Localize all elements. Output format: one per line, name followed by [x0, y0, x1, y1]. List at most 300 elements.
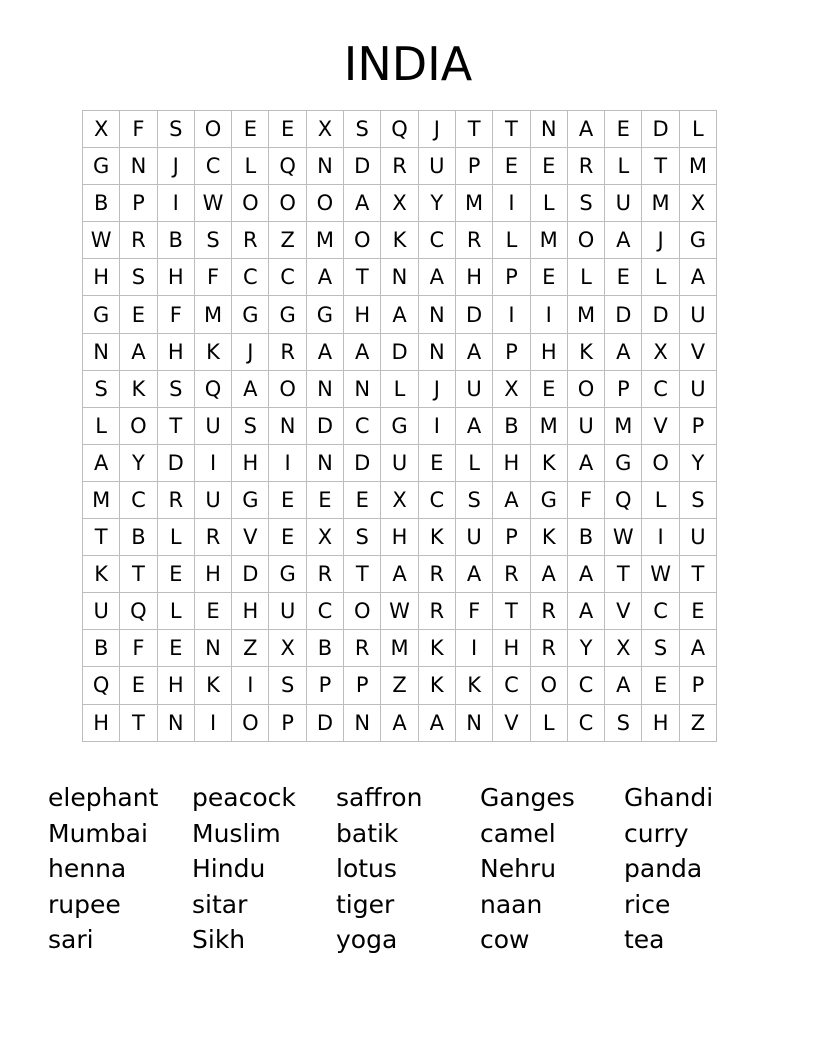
grid-cell: E	[530, 148, 567, 185]
word-list-item: saffron	[336, 783, 423, 812]
grid-cell: O	[530, 667, 567, 704]
word-list-item: sitar	[192, 889, 248, 919]
grid-row	[83, 481, 717, 518]
grid-cell: M	[605, 407, 642, 444]
grid-row	[83, 704, 717, 741]
grid-cell: Q	[194, 370, 231, 407]
grid-cell: O	[567, 222, 604, 259]
grid-cell: O	[120, 407, 157, 444]
grid-cell: C	[269, 259, 306, 296]
grid-cell: S	[642, 630, 679, 667]
grid-cell: L	[679, 111, 716, 148]
grid-cell: H	[232, 444, 269, 481]
word-list-item: tea	[624, 925, 665, 954]
grid-cell: L	[605, 148, 642, 185]
grid-cell: K	[418, 667, 455, 704]
grid-cell: E	[120, 296, 157, 333]
grid-cell: C	[567, 667, 604, 704]
grid-row	[83, 519, 717, 556]
grid-cell: S	[194, 222, 231, 259]
grid-cell: C	[418, 222, 455, 259]
grid-cell: S	[605, 704, 642, 741]
grid-cell: B	[306, 630, 343, 667]
grid-cell: J	[418, 370, 455, 407]
grid-cell: H	[83, 704, 120, 741]
word-list-item: Mumbai	[48, 818, 148, 848]
grid-cell: I	[493, 296, 530, 333]
grid-cell: V	[232, 519, 269, 556]
word-list-item: Nehru	[480, 854, 557, 883]
grid-cell: O	[232, 704, 269, 741]
grid-cell: Q	[381, 111, 418, 148]
grid-cell: L	[455, 444, 492, 481]
grid-cell: G	[605, 444, 642, 481]
grid-cell: R	[120, 222, 157, 259]
grid-cell: B	[493, 407, 530, 444]
grid-cell: B	[83, 630, 120, 667]
grid-cell: A	[455, 556, 492, 593]
grid-cell: O	[344, 593, 381, 630]
grid-cell: H	[381, 519, 418, 556]
grid-row	[83, 444, 717, 481]
grid-cell: F	[120, 111, 157, 148]
grid-cell: P	[344, 667, 381, 704]
grid-cell: N	[306, 370, 343, 407]
grid-row	[83, 148, 717, 185]
grid-cell: N	[269, 407, 306, 444]
grid-cell: H	[493, 444, 530, 481]
grid-cell: Y	[120, 444, 157, 481]
grid-cell: D	[232, 556, 269, 593]
grid-cell: L	[530, 704, 567, 741]
grid-cell: O	[194, 111, 231, 148]
grid-cell: E	[530, 259, 567, 296]
grid-cell: R	[194, 519, 231, 556]
grid-cell: K	[120, 370, 157, 407]
grid-cell: E	[120, 667, 157, 704]
grid-cell: V	[605, 593, 642, 630]
grid-cell: W	[194, 185, 231, 222]
grid-cell: A	[306, 259, 343, 296]
grid-cell: N	[344, 370, 381, 407]
word-list-item: elephant	[48, 783, 159, 812]
grid-cell: R	[455, 222, 492, 259]
grid-cell: T	[493, 593, 530, 630]
grid-cell: L	[642, 481, 679, 518]
grid-cell: L	[381, 370, 418, 407]
grid-cell: C	[194, 148, 231, 185]
grid-cell: T	[455, 111, 492, 148]
grid-cell: I	[194, 444, 231, 481]
grid-cell: C	[567, 704, 604, 741]
grid-cell: U	[455, 519, 492, 556]
grid-row	[83, 407, 717, 444]
grid-cell: O	[567, 370, 604, 407]
grid-cell: N	[306, 148, 343, 185]
grid-cell: U	[83, 593, 120, 630]
grid-cell: X	[679, 185, 716, 222]
grid-cell: U	[418, 148, 455, 185]
grid-cell: N	[120, 148, 157, 185]
grid-cell: K	[530, 519, 567, 556]
grid-cell: C	[306, 593, 343, 630]
grid-cell: N	[157, 704, 194, 741]
grid-cell: I	[455, 630, 492, 667]
grid-cell: R	[381, 148, 418, 185]
grid-cell: E	[157, 556, 194, 593]
grid-cell: C	[642, 370, 679, 407]
grid-cell: D	[306, 704, 343, 741]
grid-cell: G	[83, 148, 120, 185]
word-list-item: camel	[480, 818, 556, 848]
grid-cell: N	[455, 704, 492, 741]
grid-cell: O	[232, 185, 269, 222]
grid-cell: G	[232, 296, 269, 333]
word-list-item: rupee	[48, 889, 121, 919]
grid-cell: P	[605, 370, 642, 407]
grid-cell: D	[455, 296, 492, 333]
grid-cell: A	[232, 370, 269, 407]
grid-cell: E	[605, 259, 642, 296]
grid-cell: S	[232, 407, 269, 444]
grid-cell: L	[642, 259, 679, 296]
grid-cell: B	[120, 519, 157, 556]
grid-row	[83, 296, 717, 333]
grid-cell: G	[269, 556, 306, 593]
grid-cell: T	[679, 556, 716, 593]
grid-cell: M	[530, 407, 567, 444]
grid-cell: I	[493, 185, 530, 222]
grid-cell: B	[157, 222, 194, 259]
grid-cell: R	[157, 481, 194, 518]
grid-cell: S	[120, 259, 157, 296]
grid-cell: U	[381, 444, 418, 481]
grid-cell: R	[418, 593, 455, 630]
grid-cell: F	[120, 630, 157, 667]
grid-cell: L	[232, 148, 269, 185]
grid-cell: G	[83, 296, 120, 333]
grid-row	[83, 556, 717, 593]
grid-cell: A	[455, 333, 492, 370]
grid-cell: L	[157, 519, 194, 556]
grid-cell: M	[530, 222, 567, 259]
word-list-item: Ghandi	[624, 783, 714, 812]
grid-cell: D	[642, 111, 679, 148]
grid-cell: V	[679, 333, 716, 370]
grid-cell: K	[194, 333, 231, 370]
grid-cell: M	[83, 481, 120, 518]
grid-cell: D	[344, 148, 381, 185]
grid-cell: Y	[418, 185, 455, 222]
grid-cell: M	[306, 222, 343, 259]
grid-cell: A	[679, 630, 716, 667]
grid-cell: R	[344, 630, 381, 667]
grid-cell: L	[493, 222, 530, 259]
grid-row	[83, 667, 717, 704]
grid-cell: Z	[679, 704, 716, 741]
grid-cell: X	[605, 630, 642, 667]
grid-cell: H	[493, 630, 530, 667]
word-list-item: Hindu	[192, 854, 266, 883]
grid-cell: K	[381, 222, 418, 259]
grid-cell: V	[642, 407, 679, 444]
word-list-item: cow	[480, 925, 530, 954]
grid-cell: U	[679, 370, 716, 407]
grid-cell: A	[120, 333, 157, 370]
grid-cell: X	[306, 519, 343, 556]
word-list-item: curry	[624, 818, 689, 848]
grid-cell: D	[344, 444, 381, 481]
grid-cell: U	[455, 370, 492, 407]
grid-row	[83, 111, 717, 148]
grid-cell: E	[269, 111, 306, 148]
grid-cell: P	[493, 519, 530, 556]
grid-cell: M	[381, 630, 418, 667]
grid-row	[83, 630, 717, 667]
grid-cell: Z	[232, 630, 269, 667]
grid-cell: I	[530, 296, 567, 333]
word-list-item: panda	[624, 854, 703, 883]
grid-cell: R	[269, 333, 306, 370]
grid-cell: X	[306, 111, 343, 148]
grid-cell: E	[157, 630, 194, 667]
grid-cell: G	[381, 407, 418, 444]
grid-cell: K	[455, 667, 492, 704]
word-list-item: peacock	[192, 783, 296, 812]
grid-cell: X	[642, 333, 679, 370]
grid-cell: H	[642, 704, 679, 741]
grid-cell: K	[194, 667, 231, 704]
grid-cell: O	[306, 185, 343, 222]
grid-cell: G	[232, 481, 269, 518]
grid-row	[83, 259, 717, 296]
grid-cell: S	[455, 481, 492, 518]
grid-cell: E	[344, 481, 381, 518]
grid-cell: A	[306, 333, 343, 370]
grid-cell: V	[493, 704, 530, 741]
grid-cell: Y	[567, 630, 604, 667]
grid-cell: Q	[120, 593, 157, 630]
grid-cell: P	[455, 148, 492, 185]
grid-row	[83, 333, 717, 370]
grid-cell: P	[120, 185, 157, 222]
word-list	[48, 780, 768, 958]
grid-cell: D	[306, 407, 343, 444]
grid-cell: I	[269, 444, 306, 481]
grid-cell: W	[642, 556, 679, 593]
word-list-item: naan	[480, 889, 543, 919]
grid-cell: P	[493, 259, 530, 296]
grid-cell: A	[418, 704, 455, 741]
grid-cell: A	[605, 667, 642, 704]
grid-cell: R	[567, 148, 604, 185]
grid-cell: H	[344, 296, 381, 333]
grid-cell: S	[344, 519, 381, 556]
word-list-item: rice	[624, 889, 671, 919]
grid-cell: Q	[269, 148, 306, 185]
word-list-item: lotus	[336, 854, 397, 883]
grid-cell: A	[605, 222, 642, 259]
grid-cell: A	[567, 444, 604, 481]
word-list-item: sari	[48, 925, 94, 954]
grid-cell: C	[493, 667, 530, 704]
word-list-item: henna	[48, 854, 127, 883]
grid-cell: G	[679, 222, 716, 259]
grid-cell: L	[567, 259, 604, 296]
grid-cell: G	[530, 481, 567, 518]
letter-grid	[82, 110, 717, 742]
word-list-item: Ganges	[480, 783, 575, 812]
grid-cell: U	[194, 407, 231, 444]
word-list-item: Muslim	[192, 818, 281, 848]
grid-cell: H	[194, 556, 231, 593]
grid-cell: M	[194, 296, 231, 333]
grid-cell: C	[642, 593, 679, 630]
grid-cell: D	[605, 296, 642, 333]
grid-cell: T	[605, 556, 642, 593]
grid-cell: E	[493, 148, 530, 185]
grid-cell: N	[344, 704, 381, 741]
grid-cell: R	[530, 630, 567, 667]
grid-cell: F	[567, 481, 604, 518]
grid-row	[83, 593, 717, 630]
grid-cell: X	[381, 185, 418, 222]
grid-cell: E	[194, 593, 231, 630]
grid-cell: O	[344, 222, 381, 259]
grid-cell: A	[455, 407, 492, 444]
grid-cell: N	[381, 259, 418, 296]
grid-cell: G	[269, 296, 306, 333]
grid-cell: I	[232, 667, 269, 704]
grid-cell: N	[418, 333, 455, 370]
grid-cell: S	[157, 370, 194, 407]
grid-cell: E	[642, 667, 679, 704]
grid-cell: R	[418, 556, 455, 593]
grid-cell: P	[269, 704, 306, 741]
grid-cell: E	[269, 481, 306, 518]
grid-cell: U	[679, 296, 716, 333]
grid-cell: E	[269, 519, 306, 556]
grid-cell: A	[381, 704, 418, 741]
grid-cell: G	[306, 296, 343, 333]
grid-cell: N	[194, 630, 231, 667]
grid-cell: I	[642, 519, 679, 556]
grid-cell: B	[83, 185, 120, 222]
grid-cell: P	[679, 667, 716, 704]
grid-cell: W	[83, 222, 120, 259]
grid-cell: D	[642, 296, 679, 333]
grid-cell: F	[455, 593, 492, 630]
grid-cell: Q	[605, 481, 642, 518]
grid-cell: Z	[269, 222, 306, 259]
grid-cell: X	[269, 630, 306, 667]
grid-cell: Q	[83, 667, 120, 704]
grid-cell: H	[455, 259, 492, 296]
grid-cell: J	[418, 111, 455, 148]
grid-cell: O	[642, 444, 679, 481]
word-list-item: Sikh	[192, 925, 246, 954]
grid-cell: A	[567, 593, 604, 630]
grid-cell: T	[642, 148, 679, 185]
grid-cell: L	[157, 593, 194, 630]
grid-cell: F	[194, 259, 231, 296]
grid-cell: C	[344, 407, 381, 444]
grid-cell: C	[418, 481, 455, 518]
grid-cell: A	[493, 481, 530, 518]
grid-cell: E	[679, 593, 716, 630]
grid-cell: J	[642, 222, 679, 259]
grid-cell: U	[679, 519, 716, 556]
grid-cell: U	[194, 481, 231, 518]
grid-cell: E	[530, 370, 567, 407]
word-list-item: yoga	[336, 925, 398, 954]
grid-cell: T	[83, 519, 120, 556]
grid-cell: N	[530, 111, 567, 148]
grid-cell: R	[493, 556, 530, 593]
grid-cell: H	[83, 259, 120, 296]
grid-cell: H	[530, 333, 567, 370]
grid-cell: T	[120, 556, 157, 593]
grid-cell: D	[157, 444, 194, 481]
grid-cell: J	[157, 148, 194, 185]
grid-cell: C	[120, 481, 157, 518]
grid-cell: T	[344, 556, 381, 593]
grid-cell: R	[530, 593, 567, 630]
grid-cell: R	[232, 222, 269, 259]
grid-cell: E	[306, 481, 343, 518]
grid-cell: X	[381, 481, 418, 518]
grid-cell: W	[381, 593, 418, 630]
grid-cell: A	[418, 259, 455, 296]
grid-cell: O	[269, 370, 306, 407]
grid-cell: O	[269, 185, 306, 222]
grid-cell: L	[83, 407, 120, 444]
grid-cell: T	[493, 111, 530, 148]
grid-cell: S	[269, 667, 306, 704]
grid-cell: I	[157, 185, 194, 222]
grid-cell: N	[83, 333, 120, 370]
grid-cell: P	[306, 667, 343, 704]
grid-cell: E	[232, 111, 269, 148]
grid-cell: X	[83, 111, 120, 148]
grid-cell: M	[642, 185, 679, 222]
grid-cell: A	[381, 296, 418, 333]
grid-cell: L	[530, 185, 567, 222]
grid-cell: K	[83, 556, 120, 593]
grid-cell: M	[455, 185, 492, 222]
grid-cell: W	[605, 519, 642, 556]
grid-cell: A	[567, 556, 604, 593]
grid-cell: S	[344, 111, 381, 148]
grid-cell: A	[679, 259, 716, 296]
grid-cell: A	[344, 333, 381, 370]
word-list-item: batik	[336, 818, 399, 848]
grid-cell: M	[567, 296, 604, 333]
grid-cell: P	[679, 407, 716, 444]
grid-cell: U	[605, 185, 642, 222]
grid-cell: E	[418, 444, 455, 481]
grid-cell: A	[83, 444, 120, 481]
grid-cell: E	[605, 111, 642, 148]
grid-cell: I	[194, 704, 231, 741]
grid-cell: T	[157, 407, 194, 444]
grid-cell: R	[306, 556, 343, 593]
grid-cell: A	[381, 556, 418, 593]
grid-cell: K	[418, 519, 455, 556]
grid-cell: H	[157, 259, 194, 296]
word-list-item: tiger	[336, 889, 395, 919]
grid-cell: K	[567, 333, 604, 370]
